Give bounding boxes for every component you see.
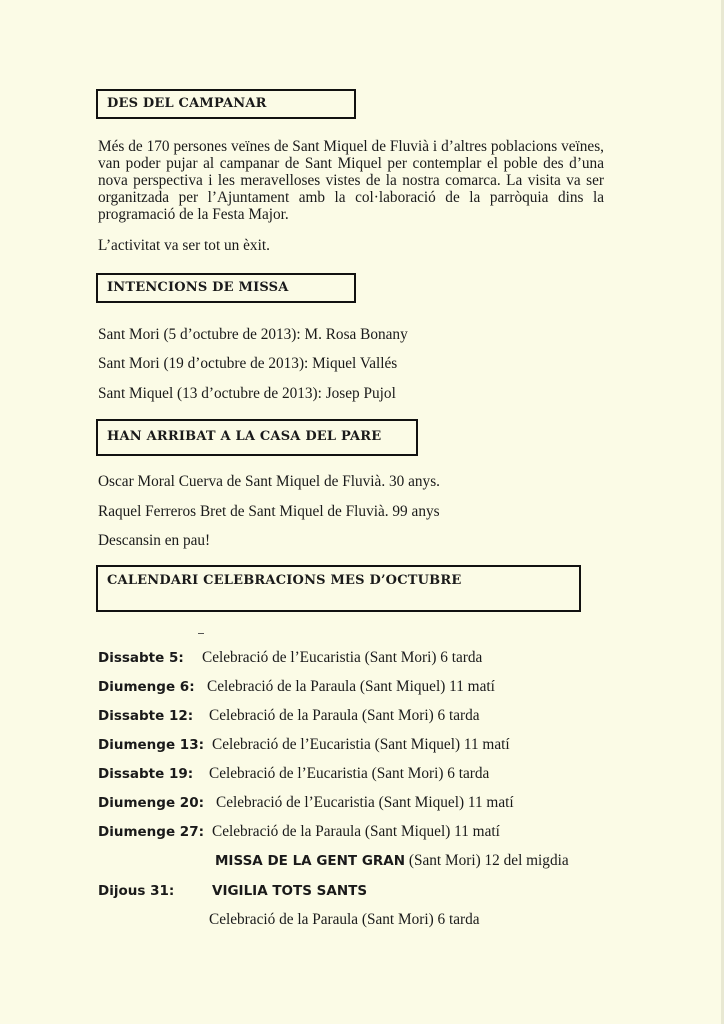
section-heading-campanar: DES DEL CAMPANAR bbox=[96, 89, 356, 119]
calendar-day: Diumenge 20: bbox=[98, 795, 204, 811]
intencio-line: Sant Miquel (13 d’octubre de 2013): Josep Pujol bbox=[98, 385, 396, 402]
calendar-desc: Celebració de l’Eucaristia (Sant Miquel) 11 matí bbox=[212, 736, 510, 753]
difunt-line: Raquel Ferreros Bret de Sant Miquel de Fluvià. 99 anys bbox=[98, 503, 440, 520]
gent-gran-line bbox=[215, 852, 569, 870]
intencio-line: Sant Mori (19 d’octubre de 2013): Miquel Vallés bbox=[98, 355, 398, 372]
calendar-day: Diumenge 27: bbox=[98, 824, 204, 840]
calendar-desc: Celebració de l’Eucaristia (Sant Miquel) 11 matí bbox=[216, 794, 514, 811]
vigilia-title: VIGILIA TOTS SANTS bbox=[212, 883, 368, 899]
stray-mark bbox=[198, 633, 204, 634]
gent-gran-title: MISSA DE LA GENT GRAN bbox=[215, 853, 406, 869]
section-heading-calendari: CALENDARI CELEBRACIONS MES D’OCTUBRE bbox=[96, 565, 581, 612]
difunt-closing: Descansin en pau! bbox=[98, 532, 211, 549]
intencio-line: Sant Mori (5 d’octubre de 2013): M. Rosa Bonany bbox=[98, 326, 408, 343]
campanar-paragraph: Més de 170 persones veïnes de Sant Miquel de Fluvià i d’altres poblacions veïnes, van poder pujar al campanar de Sant Miquel per contemplar el poble des d’una nova perspectiva i les meravelloses vistes de la nostra comarca. La visita va ser organitzada per l’Ajuntament amb la col·laboració de la parròquia dins la programació de la Festa Major. bbox=[98, 138, 604, 223]
difunt-line: Oscar Moral Cuerva de Sant Miquel de Fluvià. 30 anys. bbox=[98, 473, 440, 490]
gent-gran-details: (Sant Mori) 12 del migdia bbox=[405, 852, 569, 869]
calendar-desc: Celebració de la Paraula (Sant Miquel) 11 matí bbox=[212, 823, 500, 840]
calendar-day: Dissabte 12: bbox=[98, 708, 194, 724]
section-heading-intencions: INTENCIONS DE MISSA bbox=[96, 273, 356, 303]
calendar-day: Dissabte 19: bbox=[98, 766, 194, 782]
section-heading-difunts: HAN ARRIBAT A LA CASA DEL PARE bbox=[96, 419, 418, 456]
campanar-closing: L’activitat va ser tot un èxit. bbox=[98, 237, 270, 254]
calendar-day: Diumenge 13: bbox=[98, 737, 204, 753]
calendar-desc: Celebració de la Paraula (Sant Mori) 6 tarda bbox=[209, 707, 480, 724]
calendar-desc: Celebració de la Paraula (Sant Miquel) 11 matí bbox=[207, 678, 495, 695]
calendar-desc: Celebració de l’Eucaristia (Sant Mori) 6 tarda bbox=[209, 765, 490, 782]
calendar-day: Dissabte 5: bbox=[98, 650, 184, 666]
calendar-desc: Celebració de l’Eucaristia (Sant Mori) 6 tarda bbox=[202, 649, 483, 666]
calendar-desc: Celebració de la Paraula (Sant Mori) 6 tarda bbox=[209, 911, 480, 928]
calendar-day: Dijous 31: bbox=[98, 883, 175, 899]
calendar-day: Diumenge 6: bbox=[98, 679, 195, 695]
